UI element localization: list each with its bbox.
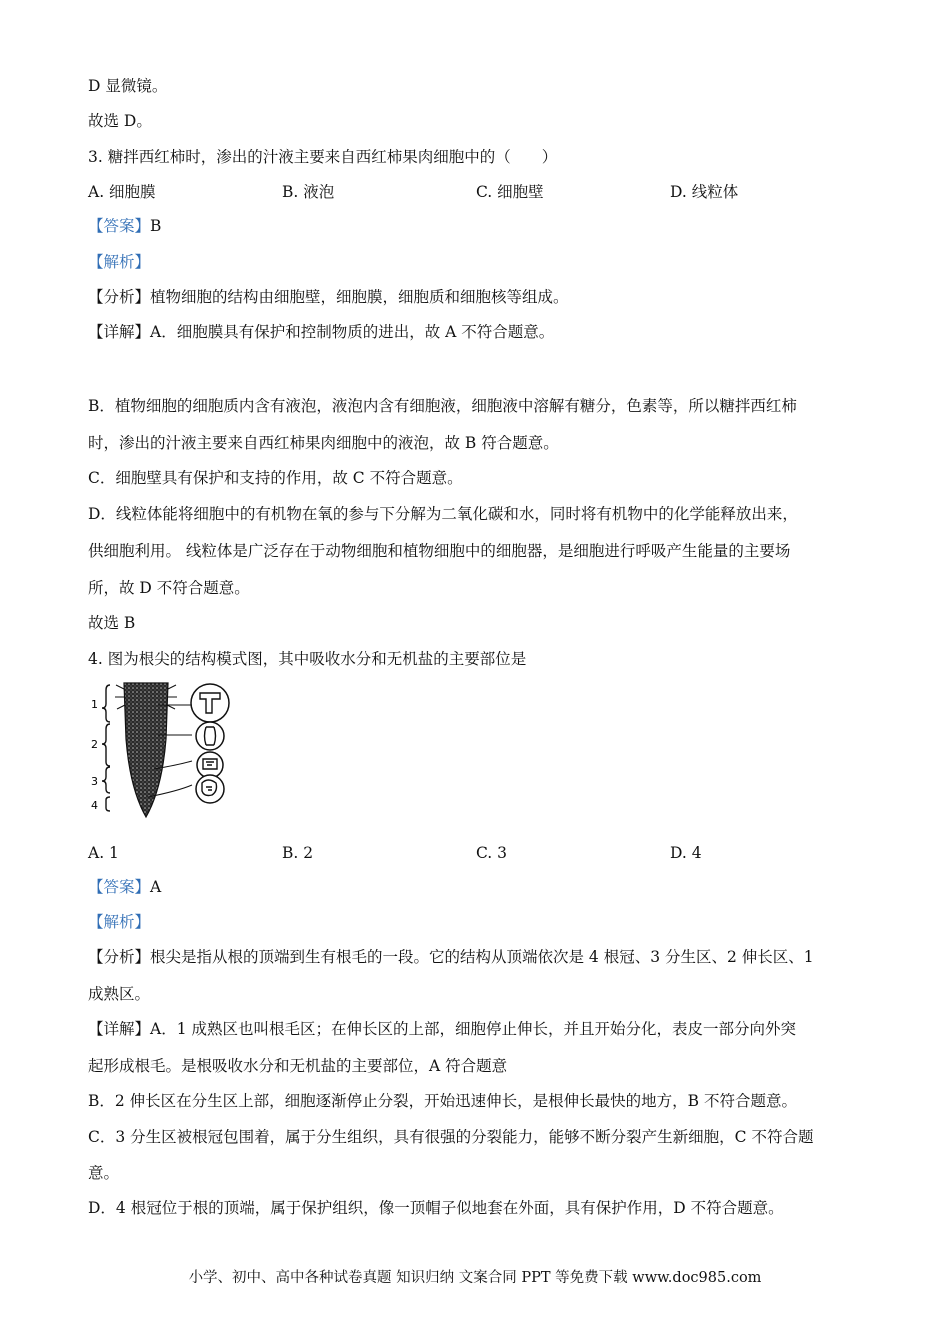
analysis-tag: 【解析】 [88,913,151,931]
text-line: 时，渗出的汁液主要来自西红柿果肉细胞中的液泡，故 B 符合题意。 [88,434,559,452]
text-line: 成熟区。 [88,985,151,1003]
text-line: C．细胞壁具有保护和支持的作用，故 C 不符合题意。 [88,469,463,487]
text-line: 故选 D。 [88,112,152,130]
text-line: 意。 [88,1164,120,1182]
answer-line [88,876,868,898]
figure-label-2: 2 [91,738,98,751]
root-tip-diagram [88,679,238,824]
option-c: C. 3 [476,844,508,862]
answer-value: A [150,878,162,896]
text-line: 【详解】A．细胞膜具有保护和控制物质的进出，故 A 不符合题意。 [88,323,555,341]
option-b: B. 液泡 [282,183,335,201]
root-body [124,683,168,817]
text-line: C．3 分生区被根冠包围着，属于分生组织，具有很强的分裂能力，能够不断分裂产生新细胞，C 不符合题 [88,1128,814,1146]
text-line: 起形成根毛。是根吸收水分和无机盐的主要部位，A 符合题意 [88,1057,508,1075]
answer-tag: 【答案】 [88,217,151,235]
option-d: D. 4 [670,844,702,862]
figure-label-4: 4 [91,799,98,812]
text-line: 故选 B [88,614,136,632]
text-line: B．植物细胞的细胞质内含有液泡，液泡内含有细胞液，细胞液中溶解有糖分，色素等，所以糖拌西红柿 [88,397,797,415]
figure-label-1: 1 [91,698,98,711]
figure-label-3: 3 [91,775,98,788]
text-line: 【分析】植物细胞的结构由细胞壁，细胞膜，细胞质和细胞核等组成。 [88,288,569,306]
text-line: 【分析】根尖是指从根的顶端到生有根毛的一段。它的结构从顶端依次是 4 根冠、3 分生区、2 伸长区、1 [88,948,814,966]
question-4-options [88,842,868,864]
question-4: 4. 图为根尖的结构模式图，其中吸收水分和无机盐的主要部位是 [88,650,527,668]
option-d: D. 线粒体 [670,183,739,201]
question-3: 3. 糖拌西红柿时，渗出的汁液主要来自西红柿果肉细胞中的（ ） [88,148,558,166]
answer-tag: 【答案】 [88,878,151,896]
option-a: A. 细胞膜 [88,183,156,201]
text-line: D．线粒体能将细胞中的有机物在氧的参与下分解为二氧化碳和水，同时将有机物中的化学能释放出来， [88,505,798,523]
page-footer: 小学、初中、高中各种试卷真题 知识归纳 文案合同 PPT 等免费下载 www.doc985.com [188,1270,762,1286]
text-line: D 显微镜。 [88,77,168,95]
option-c: C. 细胞壁 [476,183,544,201]
text-line: B．2 伸长区在分生区上部，细胞逐渐停止分裂，开始迅速伸长，是根伸长最快的地方，B 不符合题意。 [88,1092,797,1110]
text-line: 供细胞利用。 线粒体是广泛存在于动物细胞和植物细胞中的细胞器，是细胞进行呼吸产生能量的主要场 [88,542,791,560]
analysis-tag: 【解析】 [88,253,151,271]
answer-value: B [150,217,162,235]
question-3-options [88,181,868,203]
bracket-marks [102,685,110,811]
text-line: 【详解】A．1 成熟区也叫根毛区；在伸长区的上部，细胞停止伸长，并且开始分化，表皮一部分向外突 [88,1020,796,1038]
option-b: B. 2 [282,844,314,862]
option-a: A. 1 [88,844,119,862]
cell-circles [191,684,229,803]
text-line: D．4 根冠位于根的顶端，属于保护组织，像一顶帽子似地套在外面，具有保护作用，D 不符合题意。 [88,1199,784,1217]
answer-line [88,215,868,237]
text-line: 所，故 D 不符合题意。 [88,579,250,597]
